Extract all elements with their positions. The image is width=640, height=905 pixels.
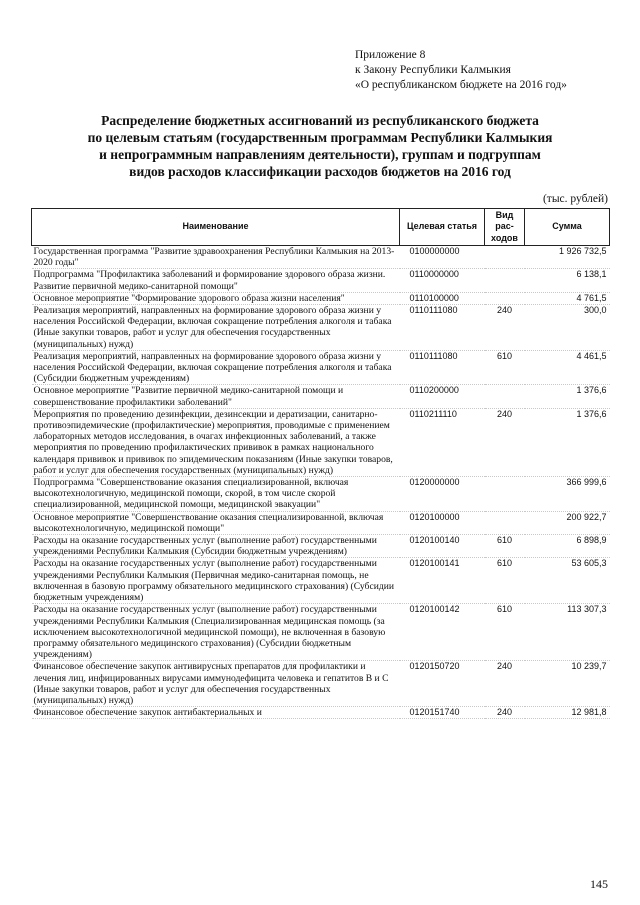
row-code: 0120100140 (400, 535, 485, 558)
row-sum: 1 926 732,5 (525, 246, 610, 269)
row-kind (485, 269, 525, 292)
row-sum: 300,0 (525, 305, 610, 351)
header-sum: Сумма (525, 209, 610, 246)
row-sum: 10 239,7 (525, 661, 610, 707)
row-name: Основное мероприятие "Развитие первичной медико-санитарной помощи и совершенствование профилактики заболеваний" (32, 385, 400, 408)
row-sum: 12 981,8 (525, 707, 610, 719)
row-code: 0110211110 (400, 408, 485, 476)
row-name: Подпрограмма "Профилактика заболеваний и формирование здорового образа жизни. Развитие первичной медико-санитарной помощи" (32, 269, 400, 292)
row-name: Реализация мероприятий, направленных на формирование здорового образа жизни у населения Российской Федерации, включая сокращение потребления алкоголя и табака (Иные закупки товаров, работ и услуг для обеспечения государственных (муниципальных) нужд) (32, 305, 400, 351)
header-name: Наименование (32, 209, 400, 246)
row-kind (485, 385, 525, 408)
row-kind: 240 (485, 707, 525, 719)
row-kind (485, 511, 525, 534)
row-sum: 366 999,6 (525, 477, 610, 512)
row-kind (485, 292, 525, 304)
row-sum: 1 376,6 (525, 408, 610, 476)
row-code: 0110000000 (400, 269, 485, 292)
row-code: 0110111080 (400, 305, 485, 351)
table-row (32, 604, 610, 661)
annex-line-3: «О республиканском бюджете на 2016 год» (355, 79, 567, 91)
row-code: 0120000000 (400, 477, 485, 512)
table-row (32, 350, 610, 385)
table-row (32, 535, 610, 558)
row-name: Расходы на оказание государственных услуг (выполнение работ) государственными учреждениями Республики Калмыкия (Первичная медико-санитарная помощь, не включенная в базовую программу обязательного медицинского страхования) (Субсидии бюджетным учреждениям) (32, 558, 400, 604)
table-header-row (32, 209, 610, 246)
row-name: Финансовое обеспечение закупок антивирусных препаратов для профилактики и лечения лиц, инфицированных вирусами иммунодефицита человека и гепатитов B и C (Иные закупки товаров, работ и услуг для обеспечения государственных (муниципальных) нужд) (32, 661, 400, 707)
row-kind (485, 246, 525, 269)
budget-table (31, 208, 610, 719)
table-row (32, 408, 610, 476)
document-title (30, 112, 610, 180)
row-name: Реализация мероприятий, направленных на формирование здорового образа жизни у населения Российской Федерации, включая сокращение потребления алкоголя и табака (Субсидии бюджетным учреждениям) (32, 350, 400, 385)
row-code: 0120100000 (400, 511, 485, 534)
title-line-3: и непрограммным направлениям деятельности), группам и подгруппам (99, 147, 541, 162)
table-row (32, 558, 610, 604)
title-line-4: видов расходов классификации расходов бюджетов на 2016 год (129, 164, 511, 179)
table-row (32, 661, 610, 707)
annex-line-1: Приложение 8 (355, 49, 426, 61)
row-sum: 1 376,6 (525, 385, 610, 408)
row-kind: 240 (485, 408, 525, 476)
row-kind: 610 (485, 535, 525, 558)
row-sum: 6 138,1 (525, 269, 610, 292)
row-kind: 610 (485, 604, 525, 661)
row-kind: 240 (485, 661, 525, 707)
row-name: Расходы на оказание государственных услуг (выполнение работ) государственными учреждениями Республики Калмыкия (Субсидии бюджетным учреждениям) (32, 535, 400, 558)
row-sum: 4 761,5 (525, 292, 610, 304)
unit-label: (тыс. рублей) (542, 193, 608, 205)
row-name: Расходы на оказание государственных услуг (выполнение работ) государственными учреждениями Республики Калмыкия (Специализированная медицинская помощь (за исключением высокотехнологичной медицинской помощи), не включенная в базовую программу обязательного медицинского страхования) (Субсидии бюджетным учреждениям) (32, 604, 400, 661)
table-row (32, 269, 610, 292)
table-row (32, 305, 610, 351)
row-name: Мероприятия по проведению дезинфекции, дезинсекции и дератизации, санитарно-противоэпидемические (профилактические) мероприятия, проводимые с применением лабораторных методов исследования, в очагах инфекционных заболеваний, а также мероприятия по проведению профилактических прививок в рамках национального календаря прививок и прививок по эпидемическим показаниям (Иные закупки товаров, работ и услуг для обеспечения государственных (муниципальных) нужд) (32, 408, 400, 476)
row-name: Подпрограмма "Совершенствование оказания специализированной, включая высокотехнологичную, медицинской помощи, скорой, в том числе скорой специализированной, медицинской помощи, медицинской эвакуации" (32, 477, 400, 512)
header-code: Целевая статья (400, 209, 485, 246)
annex-line-2: к Закону Республики Калмыкия (355, 64, 511, 76)
title-line-1: Распределение бюджетных ассигнований из республиканского бюджета (101, 113, 539, 128)
row-code: 0120150720 (400, 661, 485, 707)
row-name: Государственная программа "Развитие здравоохранения Республики Калмыкия на 2013-2020 годы" (32, 246, 400, 269)
table-row (32, 511, 610, 534)
table-row (32, 385, 610, 408)
table-row (32, 246, 610, 269)
row-code: 0120100142 (400, 604, 485, 661)
row-name: Основное мероприятие "Формирование здорового образа жизни населения" (32, 292, 400, 304)
row-name: Финансовое обеспечение закупок антибактериальных и (32, 707, 400, 719)
row-kind: 610 (485, 350, 525, 385)
row-kind (485, 477, 525, 512)
row-sum: 4 461,5 (525, 350, 610, 385)
header-kind: Вид рас-ходов (485, 209, 525, 246)
row-code: 0110200000 (400, 385, 485, 408)
row-kind: 610 (485, 558, 525, 604)
row-code: 0100000000 (400, 246, 485, 269)
table-row (32, 292, 610, 304)
row-sum: 53 605,3 (525, 558, 610, 604)
title-line-2: по целевым статьям (государственным программам Республики Калмыкия (87, 130, 553, 145)
table-row (32, 477, 610, 512)
row-code: 0110111080 (400, 350, 485, 385)
row-sum: 200 922,7 (525, 511, 610, 534)
row-sum: 113 307,3 (525, 604, 610, 661)
row-code: 0110100000 (400, 292, 485, 304)
row-kind: 240 (485, 305, 525, 351)
annex-header (355, 48, 567, 93)
table-row (32, 707, 610, 719)
page-number: 145 (590, 877, 608, 891)
row-code: 0120100141 (400, 558, 485, 604)
row-name: Основное мероприятие "Совершенствование оказания специализированной, включая высокотехнологичную, медицинской помощи" (32, 511, 400, 534)
row-code: 0120151740 (400, 707, 485, 719)
row-sum: 6 898,9 (525, 535, 610, 558)
